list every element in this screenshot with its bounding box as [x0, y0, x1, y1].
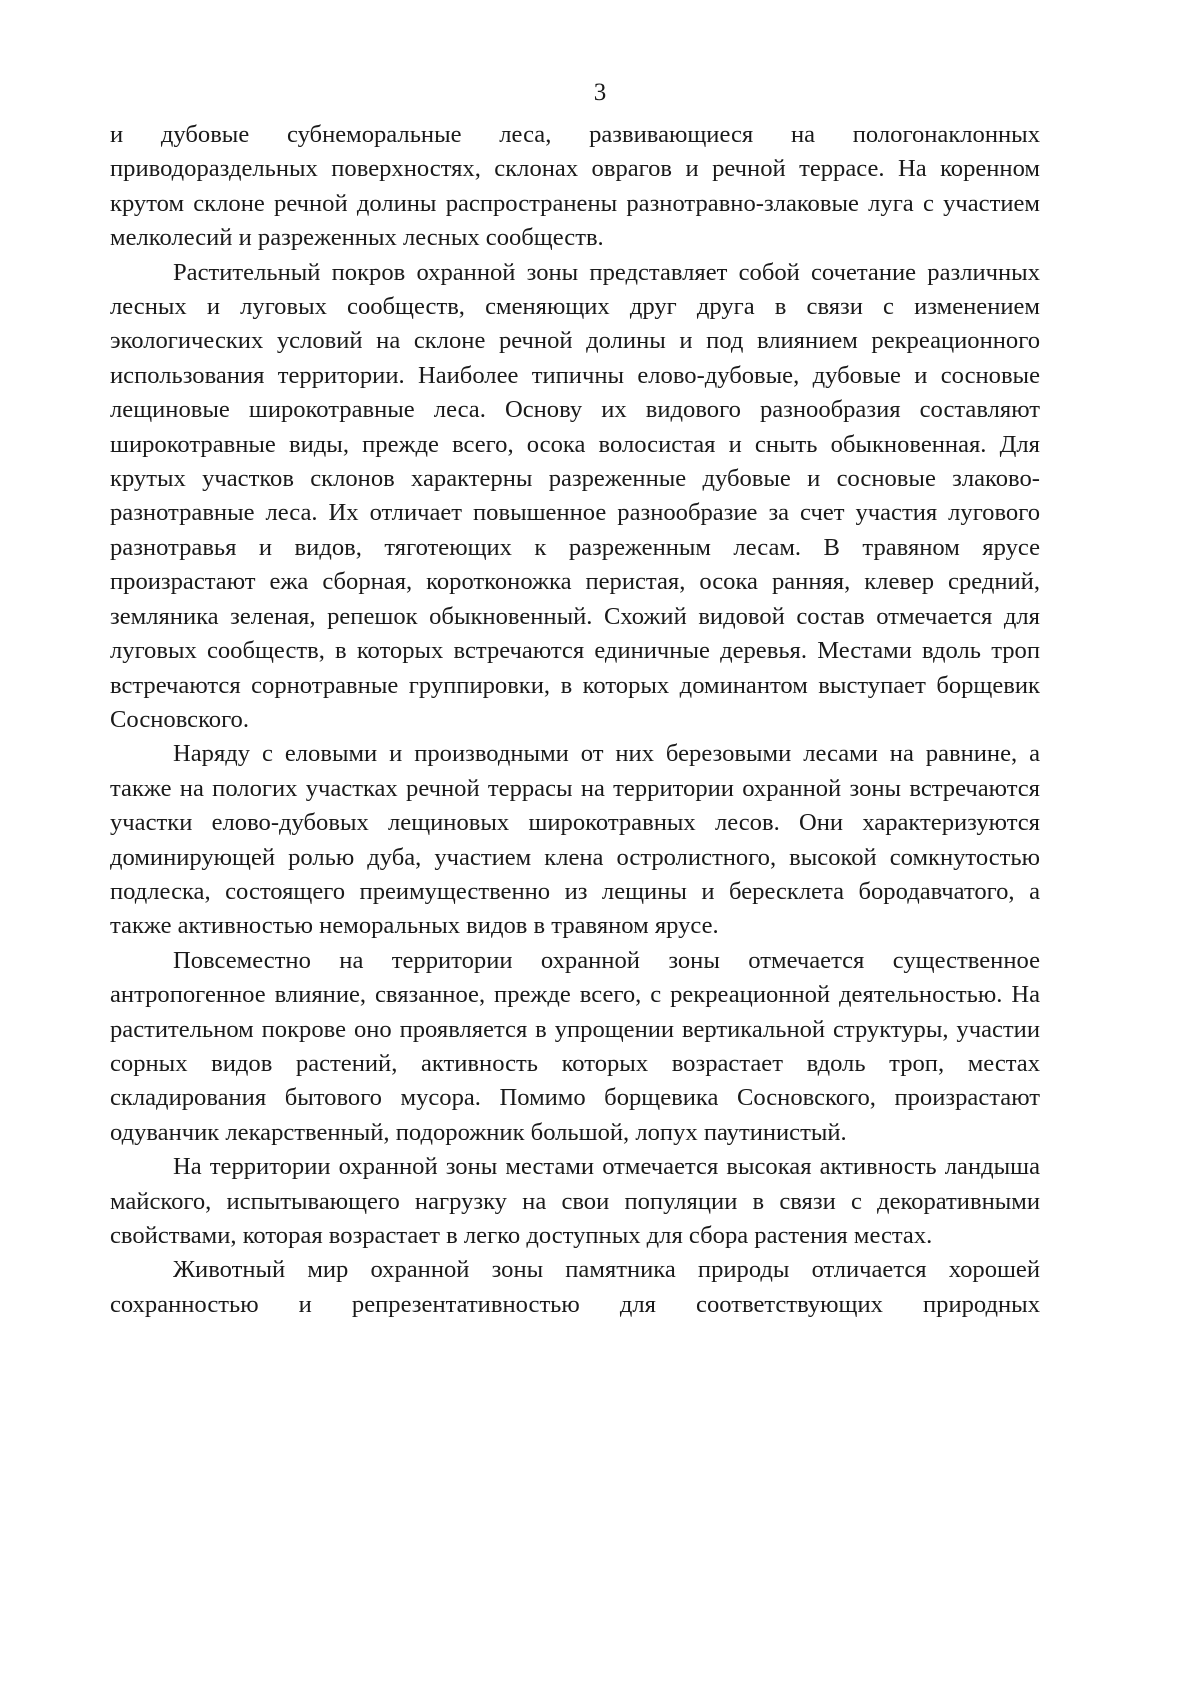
page-number: 3: [593, 79, 607, 106]
document-body: [110, 118, 1040, 1322]
paragraph-anthropogenic-influence: Повсеместно на территории охранной зоны отмечается существенное антропогенное влияние, связанное, прежде всего, с рекреационной деятельностью. На растительном покрове оно проявляется в упрощении вертикальной структуры, участии сорных видов растений, активность которых возрастает вдоль троп, местах складирования бытового мусора. Помимо борщевика Сосновского, произрастают одуванчик лекарственный, подорожник большой, лопух паутинистый.: [110, 946, 1040, 1146]
paragraph-fauna: Животный мир охранной зоны памятника природы отличается хорошей сохранностью и репрезентативностью для соответствующих природных: [110, 1256, 1040, 1318]
paragraph-continuation: и дубовые субнеморальные леса, развивающиеся на пологонаклонных приводораздельных поверхностях, склонах оврагов и речной террасе. На коренном крутом склоне речной долины распространены разнотравно-злаковые луга с участием мелколесий и разреженных лесных сообществ.: [110, 121, 1040, 252]
paragraph-forest-types: Наряду с еловыми и производными от них березовыми лесами на равнине, а также на пологих участках речной террасы на территории охранной зоны встречаются участки елово-дубовых лещиновых широкотравных лесов. Они характеризуются доминирующей ролью дуба, участием клена остролистного, высокой сомкнутостью подлеска, состоящего преимущественно из лещины и бересклета бородавчатого, а также активностью неморальных видов в травяном ярусе.: [110, 740, 1040, 940]
paragraph-vegetation-cover: Растительный покров охранной зоны представляет собой сочетание различных лесных и луговых сообществ, сменяющих друг друга в связи с изменением экологических условий на склоне речной долины и под влиянием рекреационного использования территории. Наиболее типичны елово-дубовые, дубовые и сосновые лещиновые широкотравные леса. Основу их видового разнообразия составляют широкотравные виды, прежде всего, осока волосистая и сныть обыкновенная. Для крутых участков склонов характерны разреженные дубовые и сосновые злаково-разнотравные леса. Их отличает повышенное разнообразие за счет участия лугового разнотравья и видов, тяготеющих к разреженным лесам. В травяном ярусе произрастают ежа сборная, коротконожка перистая, осока ранняя, клевер средний, земляника зеленая, репешок обыкновенный. Схожий видовой состав отмечается для луговых сообществ, в которых встречаются единичные деревья. Местами вдоль троп встречаются сорнотравные группировки, в которых доминантом выступает борщевик Сосновского.: [110, 258, 1040, 733]
paragraph-lily-of-the-valley: На территории охранной зоны местами отмечается высокая активность ландыша майского, испытывающего нагрузку на свои популяции в связи с декоративными свойствами, которая возрастает в легко доступных для сбора растения местах.: [110, 1153, 1040, 1249]
